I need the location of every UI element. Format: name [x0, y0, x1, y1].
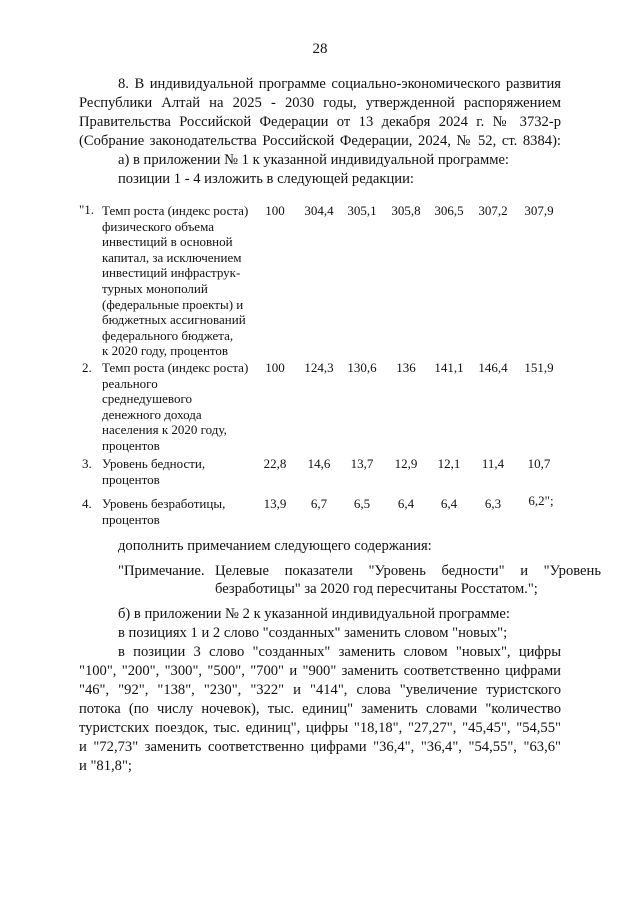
row-2-value: 151,9: [524, 360, 554, 375]
row-1-name-line: Темп роста (индекс роста): [102, 203, 249, 218]
row-2-name-line: реального: [102, 375, 158, 391]
row-1-name-line: инвестиций в основной: [102, 234, 233, 250]
section-b-line-2: в позициях 1 и 2 слово "созданных" заменить словом "новых";: [118, 625, 508, 641]
intro-line-6: позиции 1 - 4 изложить в следующей редакции:: [118, 171, 414, 187]
row-3-name: [102, 456, 262, 487]
row-2-number: 2.: [82, 360, 92, 375]
row-3-value: 14,6: [307, 456, 331, 471]
row-1-name-line: к 2020 году, процентов: [102, 343, 229, 359]
row-1-value: 306,5: [434, 203, 464, 218]
row-1-value: 304,4: [304, 203, 334, 218]
row-4-value: 6,2";: [528, 493, 554, 508]
row-3-name-line: Уровень бедности,: [102, 456, 206, 471]
section-b-line-7: туристских поездок, тыс. единиц", цифры "18,18", "27,27", "45,45", "54,55": [79, 720, 561, 736]
row-1-name-line: капитал, за исключением: [102, 249, 242, 265]
row-3-value: 12,1: [437, 456, 461, 471]
row-1-name: [102, 203, 262, 359]
row-3-value: 12,9: [394, 456, 418, 471]
intro-line-5: а) в приложении № 1 к указанной индивидуальной программе:: [118, 152, 509, 168]
row-4-value: 13,9: [263, 496, 287, 511]
row-2-name: [102, 360, 262, 454]
note-line-1: Целевые показатели "Уровень бедности" и "Уровень: [215, 563, 601, 579]
row-2-value: 136: [396, 360, 416, 375]
row-1-name-line: (федеральные проекты) и: [102, 296, 244, 312]
row-1-name-line: физического объема: [102, 218, 214, 234]
page-number: 28: [312, 41, 328, 57]
row-1-number: "1.: [79, 202, 95, 217]
row-4-name-line: Уровень безработицы,: [102, 496, 226, 511]
intro-line-1: 8. В индивидуальной программе социально-экономического развития: [118, 76, 561, 92]
row-1-value: 305,8: [391, 203, 421, 218]
section-b-line-5: "46", "92", "138", "230", "322" и "414", слова "увеличение туристского: [79, 682, 561, 698]
row-2-name-line: среднедушевого: [102, 391, 192, 407]
row-4-value: 6,4: [440, 496, 458, 511]
intro-line-4: (Собрание законодательства Российской Федерации, 2024, № 52, ст. 8384):: [79, 133, 561, 149]
row-3-name-line: процентов: [102, 471, 160, 487]
row-4-value: 6,4: [397, 496, 415, 511]
row-4-value: 6,3: [484, 496, 502, 511]
row-4-value: 6,7: [310, 496, 328, 511]
section-b-line-3: в позиции 3 слово "созданных" заменить словом "новых", цифры: [118, 644, 561, 660]
row-4-number: 4.: [82, 496, 92, 511]
row-2-name-line: процентов: [102, 437, 160, 453]
row-2-name-line: денежного дохода: [102, 406, 202, 422]
row-3-value: 11,4: [481, 456, 505, 471]
row-2-name-line: Темп роста (индекс роста): [102, 360, 249, 375]
note-line-2: безработицы" за 2020 год пересчитаны Росстатом.";: [215, 581, 538, 598]
row-2-value: 146,4: [478, 360, 508, 375]
row-3-value: 22,8: [263, 456, 287, 471]
row-1-name-line: инвестиций инфраструк-: [102, 265, 241, 281]
row-1-name-line: федерального бюджета,: [102, 327, 234, 343]
row-3-value: 13,7: [350, 456, 374, 471]
section-b-line-4: "100", "200", "300", "500", "700" и "900" заменить соответственно цифрами: [79, 663, 561, 679]
row-2-value: 124,3: [304, 360, 334, 375]
row-4-value: 6,5: [353, 496, 371, 511]
section-b-line-9: и "81,8";: [79, 758, 132, 774]
row-1-value: 307,9: [524, 203, 554, 218]
section-b-line-8: и "72,73" заменить соответственно цифрами "36,4", "36,4", "54,55", "63,6": [79, 739, 561, 755]
row-4-name-line: процентов: [102, 511, 160, 527]
note-label: "Примечание.: [118, 563, 205, 579]
row-3-value: 10,7: [527, 456, 551, 471]
note-text: [215, 562, 601, 598]
row-1-name-line: турных монополий: [102, 280, 208, 296]
intro-line-3: Правительства Российской Федерации от 13 декабря 2024 г. № 3732-р: [79, 114, 561, 130]
row-1-value: 307,2: [478, 203, 508, 218]
section-b-line-6: потока (по числу ночевок), тыс. единиц" заменить словами "количество: [79, 701, 561, 717]
row-2-value: 100: [265, 360, 285, 375]
row-2-name-line: населения к 2020 году,: [102, 422, 227, 438]
row-1-name-line: бюджетных ассигнований: [102, 312, 246, 328]
row-1-value: 305,1: [347, 203, 377, 218]
row-3-number: 3.: [82, 456, 92, 471]
supplement-intro: дополнить примечанием следующего содержания:: [118, 538, 432, 554]
row-2-value: 130,6: [347, 360, 377, 375]
intro-line-2: Республики Алтай на 2025 - 2030 годы, утвержденной распоряжением: [79, 95, 561, 111]
row-4-name: [102, 496, 262, 527]
row-1-value: 100: [265, 203, 285, 218]
row-2-value: 141,1: [434, 360, 464, 375]
section-b-line-1: б) в приложении № 2 к указанной индивидуальной программе:: [118, 606, 510, 622]
